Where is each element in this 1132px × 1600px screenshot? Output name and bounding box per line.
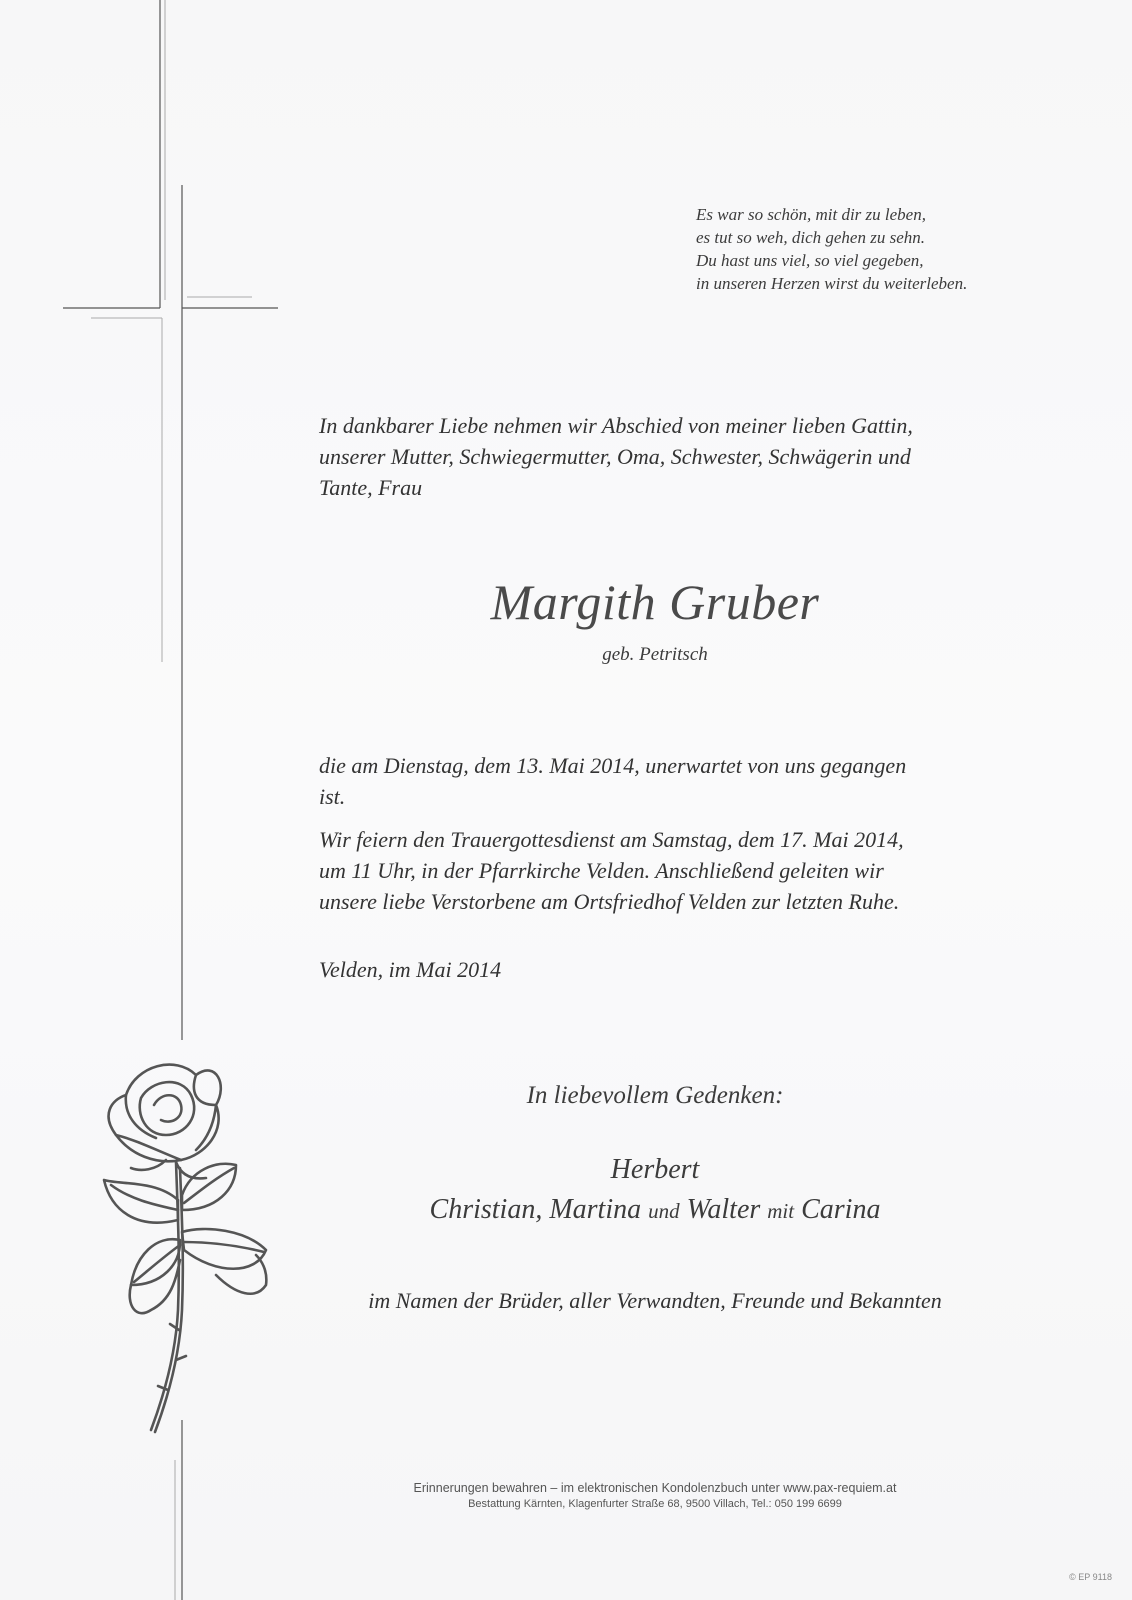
poem-line: Es war so schön, mit dir zu leben, — [696, 205, 926, 224]
funeral-service-paragraph — [319, 824, 1019, 917]
footer-address-line: Bestattung Kärnten, Klagenfurter Straße 68, 9500 Villach, Tel.: 050 199 6699 — [468, 1498, 842, 1510]
memory-heading: In liebevollem Gedenken: — [526, 1082, 784, 1109]
service-line: Wir feiern den Trauergottesdienst am Samstag, dem 17. Mai 2014, — [319, 827, 904, 852]
conjunction: mit — [767, 1199, 795, 1223]
death-line: ist. — [319, 784, 346, 809]
poem-line: es tut so weh, dich gehen zu sehn. — [696, 228, 925, 247]
footer-condolence-line: Erinnerungen bewahren – im elektronischen Kondolenzbuch unter www.pax-requiem.at — [413, 1481, 897, 1495]
deceased-name: Margith Gruber — [490, 574, 820, 630]
service-line: unsere liebe Verstorbene am Ortsfriedhof Velden zur letzten Ruhe. — [319, 889, 900, 914]
product-code: © EP 9118 — [1069, 1572, 1112, 1582]
service-line: um 11 Uhr, in der Pfarrkirche Velden. Anschließend geleiten wir — [319, 858, 884, 883]
mourner-line — [319, 1190, 991, 1231]
conjunction: und — [648, 1199, 680, 1223]
place-date: Velden, im Mai 2014 — [319, 957, 502, 982]
death-date-paragraph — [319, 750, 999, 812]
mourner-names: Christian, Martina — [429, 1194, 642, 1225]
mourner-names: Carina — [801, 1194, 881, 1225]
intro-line: Tante, Frau — [319, 475, 423, 500]
mourner-names: Walter — [686, 1194, 761, 1225]
mourner-line: Herbert — [610, 1154, 700, 1185]
footer — [319, 1480, 991, 1512]
poem-line: in unseren Herzen wirst du weiterleben. — [696, 274, 968, 293]
poem — [696, 203, 1096, 295]
death-line: die am Dienstag, dem 13. Mai 2014, unerwartet von uns gegangen — [319, 753, 907, 778]
rose-icon — [96, 1060, 286, 1450]
intro-line: unserer Mutter, Schwiegermutter, Oma, Schwester, Schwägerin und — [319, 444, 911, 469]
intro-paragraph — [319, 410, 1019, 503]
intro-line: In dankbarer Liebe nehmen wir Abschied von meiner lieben Gattin, — [319, 413, 913, 438]
relatives-line: im Namen der Brüder, aller Verwandten, Freunde und Bekannten — [368, 1288, 942, 1313]
poem-line: Du hast uns viel, so viel gegeben, — [696, 251, 924, 270]
mourners-list — [319, 1150, 991, 1231]
maiden-name: geb. Petritsch — [602, 644, 708, 665]
